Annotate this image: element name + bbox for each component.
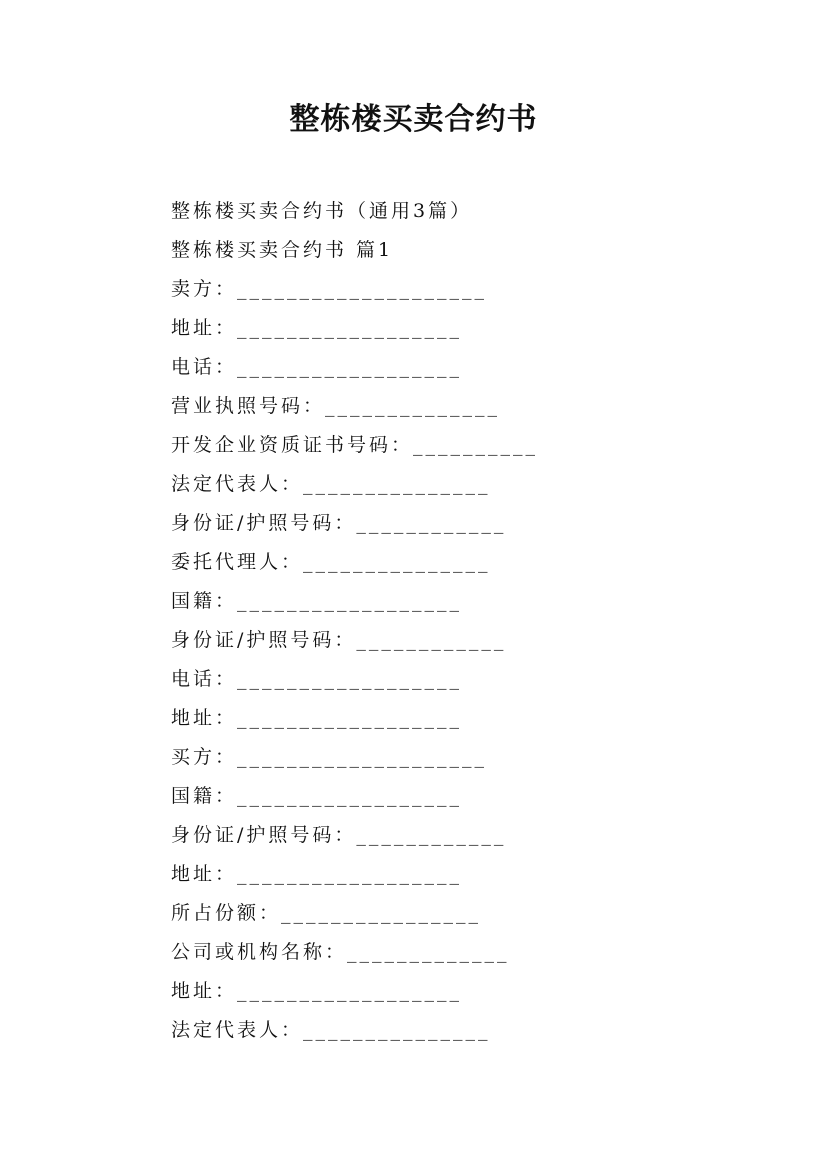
agent-id-field: 身份证/护照号码：____________	[171, 629, 507, 651]
agent-nationality-field: 国籍：__________________	[171, 590, 463, 612]
section-heading: 整栋楼买卖合约书 篇1	[171, 239, 394, 261]
seller-legal-rep-field: 法定代表人：_______________	[171, 473, 491, 495]
buyer-share-field: 所占份额：________________	[171, 902, 482, 924]
document-body	[171, 192, 771, 1050]
subtitle-line: 整栋楼买卖合约书（通用3篇）	[171, 200, 473, 222]
agent-address-field: 地址：__________________	[171, 707, 463, 729]
document-title: 整栋楼买卖合约书	[289, 102, 538, 137]
buyer-address-field: 地址：__________________	[171, 863, 463, 885]
company-legal-rep-field: 法定代表人：_______________	[171, 1019, 491, 1041]
agent-phone-field: 电话：__________________	[171, 668, 463, 690]
business-license-field: 营业执照号码：______________	[171, 395, 501, 417]
seller-id-field: 身份证/护照号码：____________	[171, 512, 507, 534]
seller-field: 卖方：____________________	[171, 278, 488, 300]
agent-field: 委托代理人：_______________	[171, 551, 491, 573]
seller-address-field: 地址：__________________	[171, 317, 463, 339]
qualification-cert-field: 开发企业资质证书号码：__________	[171, 434, 539, 456]
company-name-field: 公司或机构名称：_____________	[171, 941, 510, 963]
company-address-field: 地址：__________________	[171, 980, 463, 1002]
seller-phone-field: 电话：__________________	[171, 356, 463, 378]
buyer-nationality-field: 国籍：__________________	[171, 785, 463, 807]
buyer-id-field: 身份证/护照号码：____________	[171, 824, 507, 846]
buyer-field: 买方：____________________	[171, 746, 488, 768]
